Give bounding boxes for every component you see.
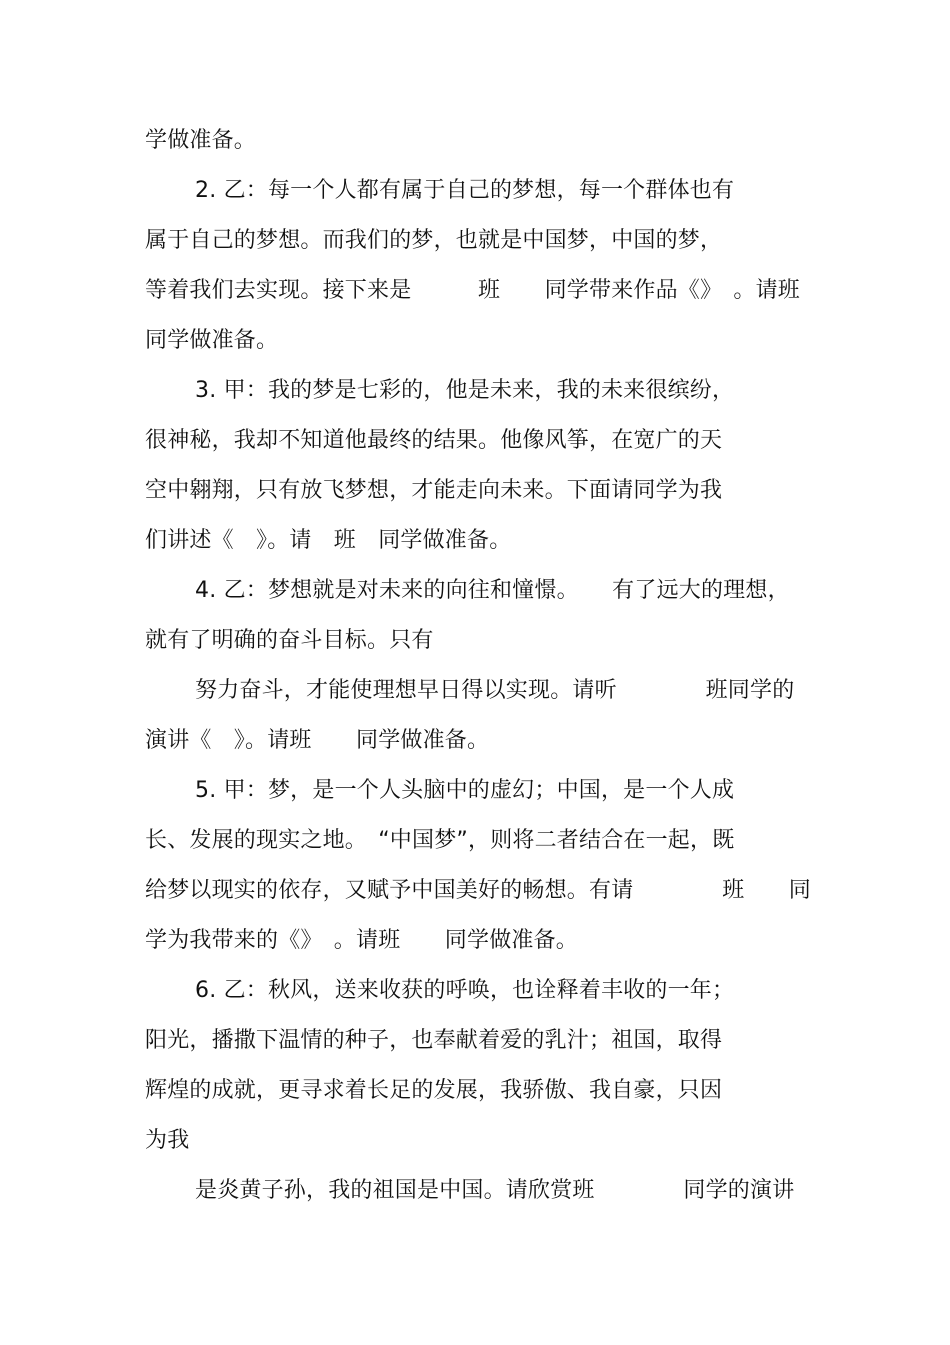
text-line: 为我 (145, 1128, 190, 1153)
text-line: 阳光，播撒下温情的种子，也奉献着爱的乳汁；祖国，取得 (145, 1028, 723, 1053)
text-line: 就有了明确的奋斗目标。只有 (145, 628, 434, 653)
text-line: 给梦以现实的依存，又赋予中国美好的畅想。有请 班 同 (145, 878, 812, 903)
text-line: 2. 乙：每一个人都有属于自己的梦想，每一个群体也有 (195, 178, 735, 203)
text-line: 5. 甲：梦，是一个人头脑中的虚幻；中国，是一个人成 (195, 778, 735, 803)
text-line: 是炎黄子孙，我的祖国是中国。请欣赏班 同学的演讲 (195, 1178, 795, 1203)
text-line: 6. 乙：秋风，送来收获的呼唤，也诠释着丰收的一年； (195, 978, 735, 1003)
text-line: 努力奋斗，才能使理想早日得以实现。请听 班同学的 (195, 678, 795, 703)
text-line: 空中翱翔，只有放飞梦想，才能走向未来。下面请同学为我 (145, 478, 723, 503)
text-line: 长、发展的现实之地。 “中国梦”，则将二者结合在一起，既 (145, 828, 735, 853)
text-line: 等着我们去实现。接下来是 班 同学带来作品《》 。请班 (145, 278, 801, 303)
text-line: 3. 甲：我的梦是七彩的，他是未来，我的未来很缤纷， (195, 378, 735, 403)
text-line: 很神秘，我却不知道他最终的结果。他像风筝，在宽广的天 (145, 428, 723, 453)
text-line: 4. 乙：梦想就是对未来的向往和憧憬。 有了远大的理想， (195, 578, 790, 603)
text-line: 们讲述《 》。请 班 同学做准备。 (145, 528, 512, 553)
text-line: 辉煌的成就，更寻求着长足的发展，我骄傲、我自豪，只因 (145, 1078, 723, 1103)
text-line: 属于自己的梦想。而我们的梦，也就是中国梦，中国的梦， (145, 228, 723, 253)
text-line: 同学做准备。 (145, 328, 279, 353)
text-line: 学做准备。 (145, 128, 257, 153)
text-line: 演讲《 》。请班 同学做准备。 (145, 728, 490, 753)
text-line: 学为我带来的《》 。请班 同学做准备。 (145, 928, 579, 953)
